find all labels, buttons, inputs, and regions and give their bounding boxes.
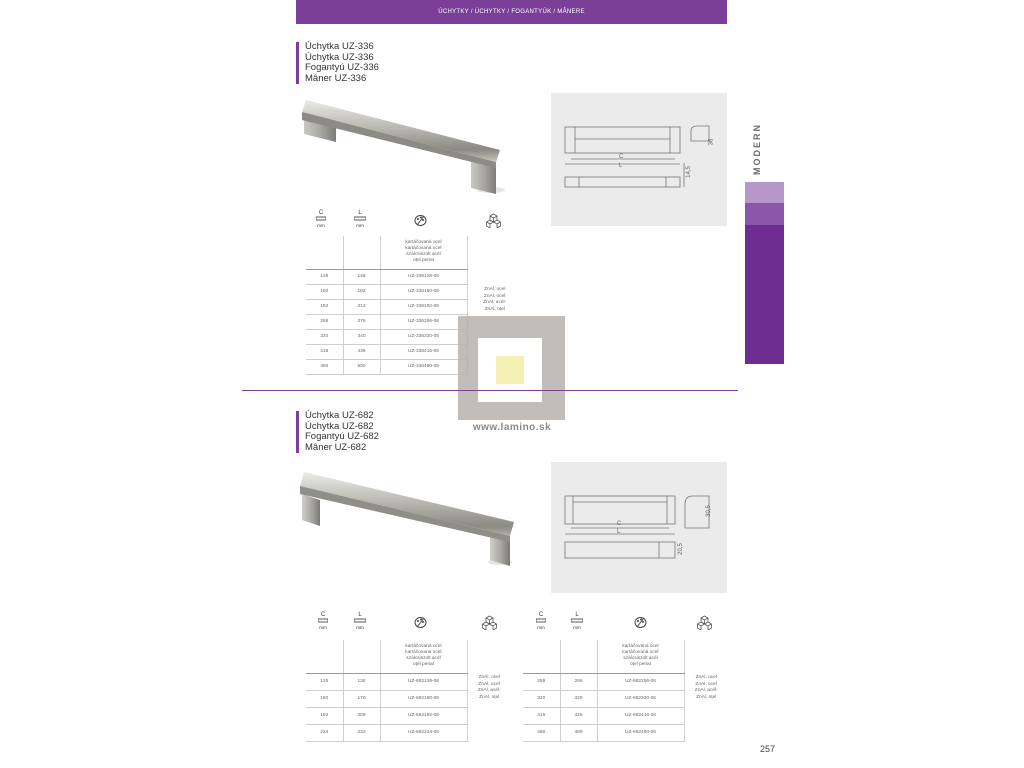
- product2-technical-drawing: [551, 462, 727, 593]
- product2-finish-right: kartáčovaná ocel kartáčovaná oceľ szálcsiszolt acél oțel periat: [597, 640, 684, 673]
- cubes-icon: [697, 615, 712, 630]
- table-row: 256 266 UZ-682256-06 ZnAl, ocel ZnAl, oceľ ZnAl, acél- ZnAl, oțel: [523, 673, 728, 690]
- side-tab: [745, 182, 784, 364]
- product1-name-sk: Úchytka UZ-336: [305, 51, 374, 63]
- product2-title-block: [296, 411, 435, 453]
- product1-technical-drawing: [551, 93, 727, 226]
- product1-name-hu: Fogantyú UZ-336: [305, 62, 379, 73]
- table-row: 480 500 UZ-336480-06: [306, 359, 522, 374]
- product1-finish: kartáčovaná ocel kartáčovaná oceľ szálcsiszolt acél oțel periat: [380, 236, 467, 269]
- c-mm-icon: C mm: [319, 612, 327, 630]
- table-row: 160 182 UZ-336160-06: [306, 284, 522, 299]
- product1-dim-c: C: [619, 154, 624, 160]
- l-mm-icon: L mm: [354, 210, 366, 229]
- table-row: 192 209 UZ-682192-06: [306, 707, 511, 724]
- table-row: 320 329 UZ-682320-06: [523, 690, 728, 707]
- side-tab-text: MODERN: [752, 123, 762, 175]
- watermark-logo: [458, 316, 565, 420]
- product1-dim-l: L: [619, 163, 623, 169]
- watermark-url[interactable]: www.lamino.sk: [472, 422, 552, 433]
- product2-finish-left: kartáčovaná ocel kartáčovaná oceľ szálcsiszolt acél oțel periat: [380, 640, 467, 673]
- section-title: ÚCHYTKY / ÚCHYTKY / FOGANTYÚK / MÂNERE: [438, 9, 585, 15]
- product2-photo: [296, 470, 518, 570]
- product2-name-ro: Mâner UZ-682: [305, 441, 367, 453]
- product1-title-block: [296, 42, 435, 84]
- cubes-icon: [486, 213, 501, 228]
- product2-material-left: ZnAl, ocel ZnAl, oceľ ZnAl, acél- ZnAl, oțel: [477, 675, 501, 700]
- cubes-icon: [482, 615, 497, 630]
- table-row: 224 232 UZ-682224-06: [306, 724, 511, 741]
- c-mm-icon: C mm: [317, 210, 325, 228]
- palette-icon: [414, 616, 427, 629]
- table-row: 128 136 UZ-682128-06 ZnAl, ocel ZnAl, oceľ ZnAl, acél- ZnAl, oțel: [306, 673, 511, 690]
- section-divider: [242, 390, 738, 391]
- palette-icon: [634, 616, 647, 629]
- l-mm-icon: L mm: [571, 612, 583, 631]
- product1-dim-width: 14,5: [685, 166, 692, 178]
- palette-icon: [414, 214, 427, 227]
- product2-dim-width: 20,5: [677, 543, 684, 555]
- c-mm-icon: C mm: [537, 612, 545, 630]
- page-number: 257: [760, 744, 776, 754]
- table-row: 256 276 UZ-336256-06: [306, 314, 522, 329]
- product2-dim-l: L: [617, 529, 621, 535]
- product1-photo: [296, 98, 506, 202]
- table-row: 192 213 UZ-336192-06: [306, 299, 522, 314]
- product1-name-ro: Mâner UZ-336: [305, 72, 367, 84]
- section-header: [296, 0, 727, 24]
- product2-spec-table-right: [523, 640, 728, 742]
- table-row: 416 425 UZ-682416-06: [523, 707, 728, 724]
- table-row: 160 170 UZ-682160-06: [306, 690, 511, 707]
- product2-name-cz: Úchytka UZ-682: [305, 410, 374, 421]
- table-row: 128 148 UZ-336128-06 ZnAl, ocel ZnAl, oceľ ZnAl, acél- ZnAl, oțel: [306, 269, 522, 284]
- product1-name-cz: Úchytka UZ-336: [305, 41, 374, 52]
- product2-dim-height: 30,5: [705, 505, 712, 517]
- table-row: 320 340 UZ-336320-06: [306, 329, 522, 344]
- side-tab-label: [750, 115, 764, 177]
- product2-name-sk: Úchytka UZ-682: [305, 420, 374, 432]
- table-row: 416 436 UZ-336416-06: [306, 344, 522, 359]
- product2-name-hu: Fogantyú UZ-682: [305, 431, 379, 442]
- product2-dim-c: C: [617, 521, 622, 527]
- product1-dim-height: 36: [708, 138, 715, 146]
- product2-spec-table-left: [306, 640, 511, 742]
- product1-material: ZnAl, ocel ZnAl, oceľ ZnAl, acél- ZnAl, oțel: [483, 287, 507, 312]
- table-row: 480 489 UZ-682480-06: [523, 724, 728, 741]
- product2-material-right: ZnAl, ocel ZnAl, oceľ ZnAl, acél- ZnAl, oțel: [694, 675, 718, 700]
- l-mm-icon: L mm: [354, 612, 366, 631]
